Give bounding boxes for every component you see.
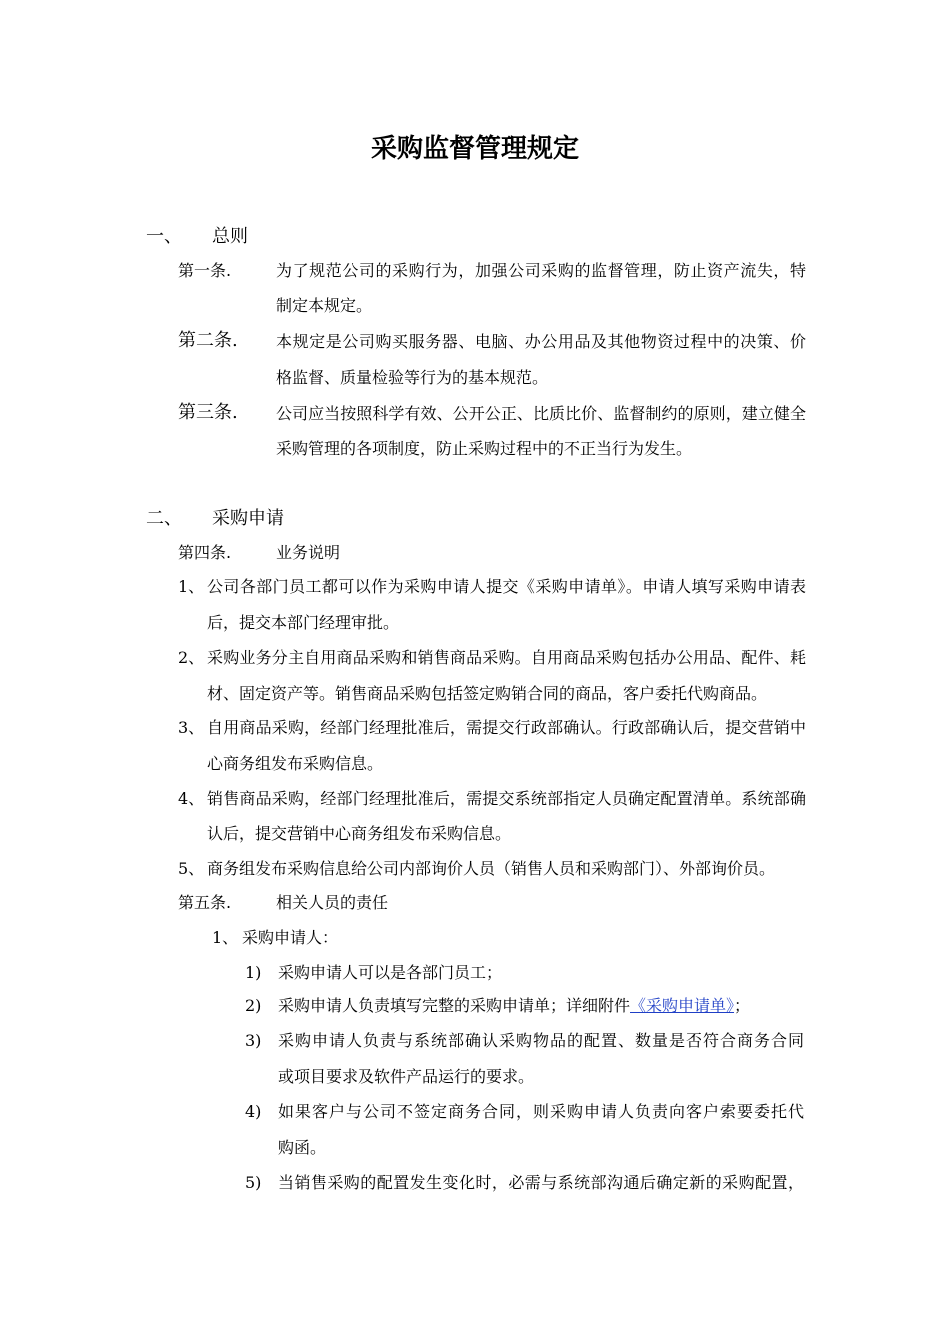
item-3-line-1: 自用商品采购，经部门经理批准后，需提交行政部确认。行政部确认后，提交营销中 [207, 718, 806, 737]
article-4-text: 业务说明 [276, 543, 341, 562]
sub-item-5-line-1: 当销售采购的配置发生变化时，必需与系统部沟通后确定新的采购配置， [278, 1173, 804, 1192]
section-1-number: 一、 [146, 226, 182, 247]
sub-item-5-number: 5) [245, 1173, 262, 1192]
item-4-line-2: 认后，提交营销中心商务组发布采购信息。 [207, 824, 512, 843]
article-3-line-1: 公司应当按照科学有效、公开公正、比质比价、监督制约的原则，建立健全 [276, 404, 806, 423]
sub-item-4-number: 4) [245, 1102, 262, 1121]
sub-item-2-after: ； [734, 996, 751, 1015]
section-2-number: 二、 [146, 508, 182, 529]
section-2-heading: 采购申请 [212, 508, 284, 529]
sub-item-4-line-1: 如果客户与公司不签定商务合同，则采购申请人负责向客户索要委托代 [278, 1102, 804, 1121]
sub-heading-text: 采购申请人： [242, 928, 339, 947]
sub-heading-number: 1、 [212, 928, 239, 947]
item-1-number: 1、 [178, 577, 205, 596]
item-4-line-1: 销售商品采购，经部门经理批准后，需提交系统部指定人员确定配置清单。系统部确 [207, 789, 806, 808]
article-5-label: 第五条. [178, 893, 232, 912]
sub-item-2-line-1 [278, 995, 750, 1017]
sub-item-1-line-1: 采购申请人可以是各部门员工； [278, 963, 503, 982]
item-5-line-1: 商务组发布采购信息给公司内部询价人员（销售人员和采购部门）、外部询价员。 [207, 859, 776, 878]
sub-item-4-line-2: 购函。 [278, 1138, 327, 1157]
sub-item-1-number: 1) [245, 963, 262, 982]
item-2-line-2: 材、固定资产等。销售商品采购包括签定购销合同的商品，客户委托代购商品。 [207, 684, 768, 703]
article-2-line-2: 格监督、质量检验等行为的基本规范。 [276, 368, 549, 387]
article-3-line-2: 采购管理的各项制度，防止采购过程中的不正当行为发生。 [276, 439, 693, 458]
article-2-line-1: 本规定是公司购买服务器、电脑、办公用品及其他物资过程中的决策、价 [276, 332, 806, 351]
article-5-text: 相关人员的责任 [276, 893, 389, 912]
item-3-number: 3、 [178, 718, 205, 737]
item-1-line-2: 后，提交本部门经理审批。 [207, 613, 400, 632]
item-3-line-2: 心商务组发布采购信息。 [207, 754, 384, 773]
item-5-number: 5、 [178, 859, 205, 878]
item-2-number: 2、 [178, 648, 205, 667]
article-1-line-2: 制定本规定。 [276, 296, 373, 315]
section-1-heading: 总则 [212, 226, 248, 247]
article-1-line-1: 为了规范公司的采购行为，加强公司采购的监督管理，防止资产流失，特 [276, 261, 806, 280]
sub-item-3-number: 3) [245, 1031, 262, 1050]
page-title: 采购监督管理规定 [370, 134, 579, 164]
article-2-label: 第二条. [178, 330, 238, 351]
article-4-label: 第四条. [178, 543, 232, 562]
item-4-number: 4、 [178, 789, 205, 808]
article-1-label: 第一条. [178, 261, 232, 280]
sub-item-2-text: 采购申请人负责填写完整的采购申请单；详细附件 [278, 996, 631, 1015]
sub-item-2-number: 2) [245, 996, 262, 1015]
item-1-line-1: 公司各部门员工都可以作为采购申请人提交《采购申请单》。申请人填写采购申请表 [207, 577, 806, 596]
sub-item-3-line-1: 采购申请人负责与系统部确认采购物品的配置、数量是否符合商务合同 [278, 1031, 804, 1050]
sub-item-3-line-2: 或项目要求及软件产品运行的要求。 [278, 1067, 535, 1086]
article-3-label: 第三条. [178, 402, 238, 423]
purchase-form-link[interactable]: 《采购申请单》 [630, 996, 735, 1015]
item-2-line-1: 采购业务分主自用商品采购和销售商品采购。自用商品采购包括办公用品、配件、耗 [207, 648, 806, 667]
